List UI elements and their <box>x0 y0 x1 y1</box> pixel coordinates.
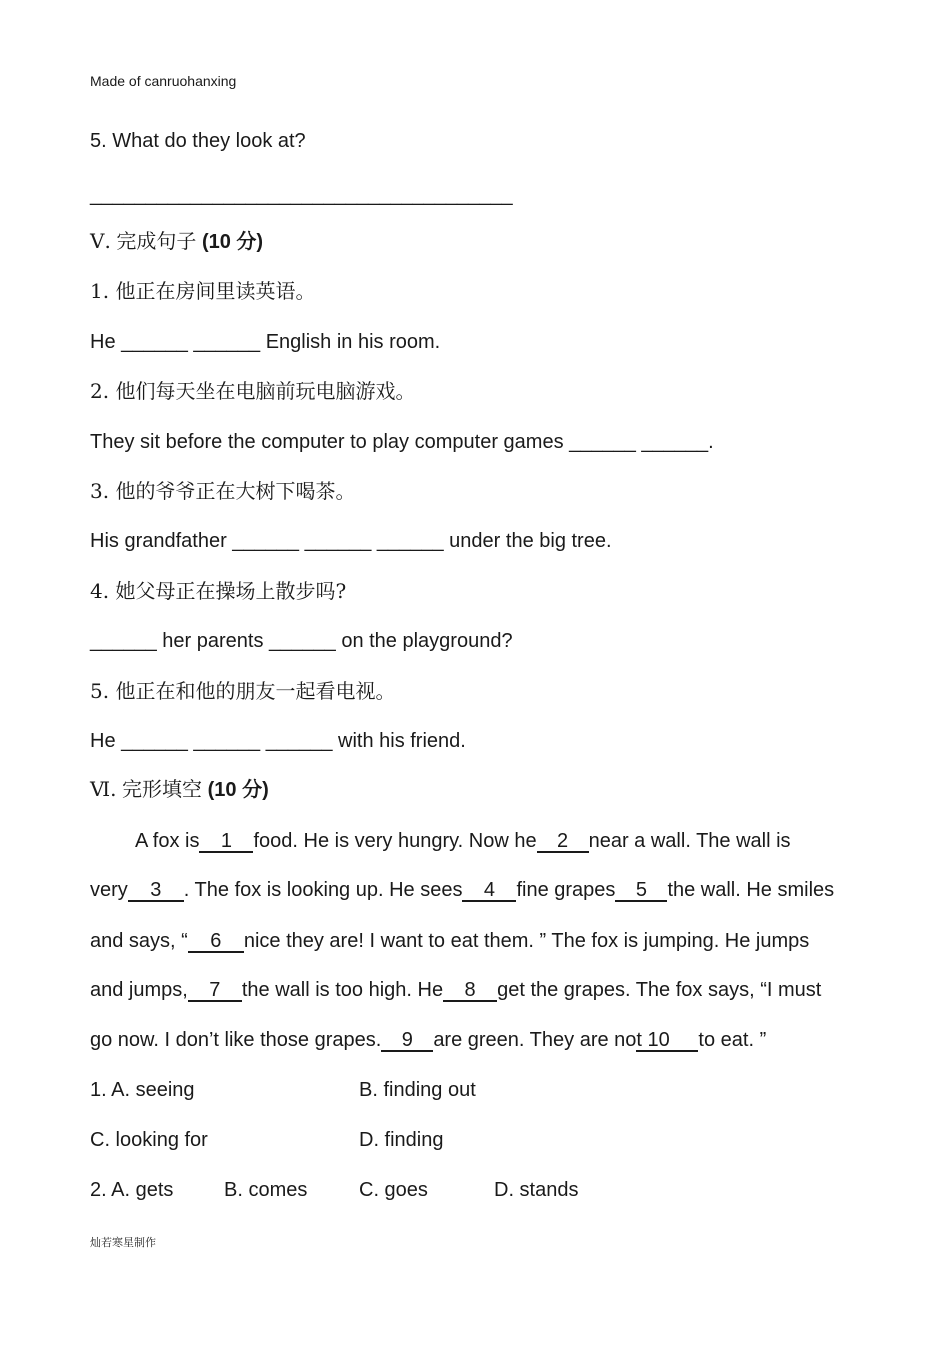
section6-score: (10 分) <box>207 779 269 801</box>
s5-item3-en: His grandfather ______ ______ ______ under the big tree. <box>90 530 612 552</box>
blank-6: 6 <box>188 931 244 953</box>
passage-text: and says, “ <box>90 930 188 952</box>
passage-text: the wall is too high. He <box>241 979 444 1001</box>
option-1a: 1. A. seeing <box>90 1079 195 1101</box>
s5-item2-cn: 2. 他们每天坐在电脑前玩电脑游戏。 <box>90 379 416 403</box>
passage-line-2 <box>90 878 834 902</box>
blank-8: 8 <box>443 980 497 1002</box>
s5-item5-cn: 5. 他正在和他的朋友一起看电视。 <box>90 679 396 703</box>
passage-text: . The fox is looking up. He sees <box>183 879 463 901</box>
passage-text: A fox is <box>135 830 200 852</box>
blank-3: 3 <box>128 880 184 902</box>
section5-score: (10 分) <box>201 231 264 253</box>
s5-item4-en: ______ her parents ______ on the playground? <box>90 630 513 652</box>
answer-line: ______________________________________ <box>90 184 513 206</box>
prev-question: 5. What do they look at? <box>90 130 306 152</box>
passage-text: are green. They are no <box>433 1029 637 1051</box>
blank-4: 4 <box>462 880 516 902</box>
passage-line-3 <box>90 929 809 953</box>
s5-item3-cn: 3. 他的爷爷正在大树下喝茶。 <box>90 479 356 503</box>
passage-text: to eat. ” <box>698 1029 767 1051</box>
header-text: Made of canruohanxing <box>90 73 237 89</box>
blank-9: 9 <box>381 1030 433 1052</box>
section5-title: 完成句子 <box>116 229 197 253</box>
blank-2: 2 <box>537 831 589 853</box>
passage-text: near a wall. The wall is <box>588 830 791 852</box>
option-2a: 2. A. gets <box>90 1179 174 1201</box>
s5-item1-cn: 1. 他正在房间里读英语。 <box>90 279 316 303</box>
s5-item5-en: He ______ ______ ______ with his friend. <box>90 730 466 752</box>
passage-text: nice they are! I want to eat them. ” The fox is jumping. He jumps <box>243 930 810 952</box>
section6-heading <box>90 777 269 802</box>
blank-7: 7 <box>188 980 242 1002</box>
s5-item4-cn: 4. 她父母正在操场上散步吗? <box>90 579 347 603</box>
passage-text: and jumps, <box>90 979 188 1001</box>
section5-numeral: Ⅴ. <box>90 229 111 253</box>
option-2b: B. comes <box>224 1179 308 1201</box>
passage-line-5 <box>90 1028 766 1052</box>
s5-item1-en: He ______ ______ English in his room. <box>90 331 441 353</box>
passage-text: food. He is very hungry. Now he <box>253 830 537 852</box>
blank-5: 5 <box>615 880 667 902</box>
blank-10: t 10 <box>636 1030 698 1052</box>
passage-line-1 <box>135 829 791 853</box>
option-2d: D. stands <box>494 1179 579 1201</box>
section6-numeral: Ⅵ. <box>90 777 117 801</box>
passage-line-4 <box>90 978 821 1002</box>
option-1d: D. finding <box>359 1129 444 1151</box>
s5-item2-en: They sit before the computer to play computer games ______ ______. <box>90 431 714 453</box>
option-1b: B. finding out <box>359 1079 476 1101</box>
section5-heading <box>90 229 263 254</box>
footer-text: 灿若寒星制作 <box>90 1236 156 1249</box>
passage-text: the wall. He smiles <box>667 879 835 901</box>
passage-text: fine grapes <box>516 879 616 901</box>
passage-text: very <box>90 879 128 901</box>
blank-1: 1 <box>199 831 253 853</box>
section6-title: 完形填空 <box>122 777 203 801</box>
option-1c: C. looking for <box>90 1129 208 1151</box>
option-2c: C. goes <box>359 1179 428 1201</box>
passage-text: go now. I don’t like those grapes. <box>90 1029 382 1051</box>
passage-text: get the grapes. The fox says, “I must <box>497 979 822 1001</box>
